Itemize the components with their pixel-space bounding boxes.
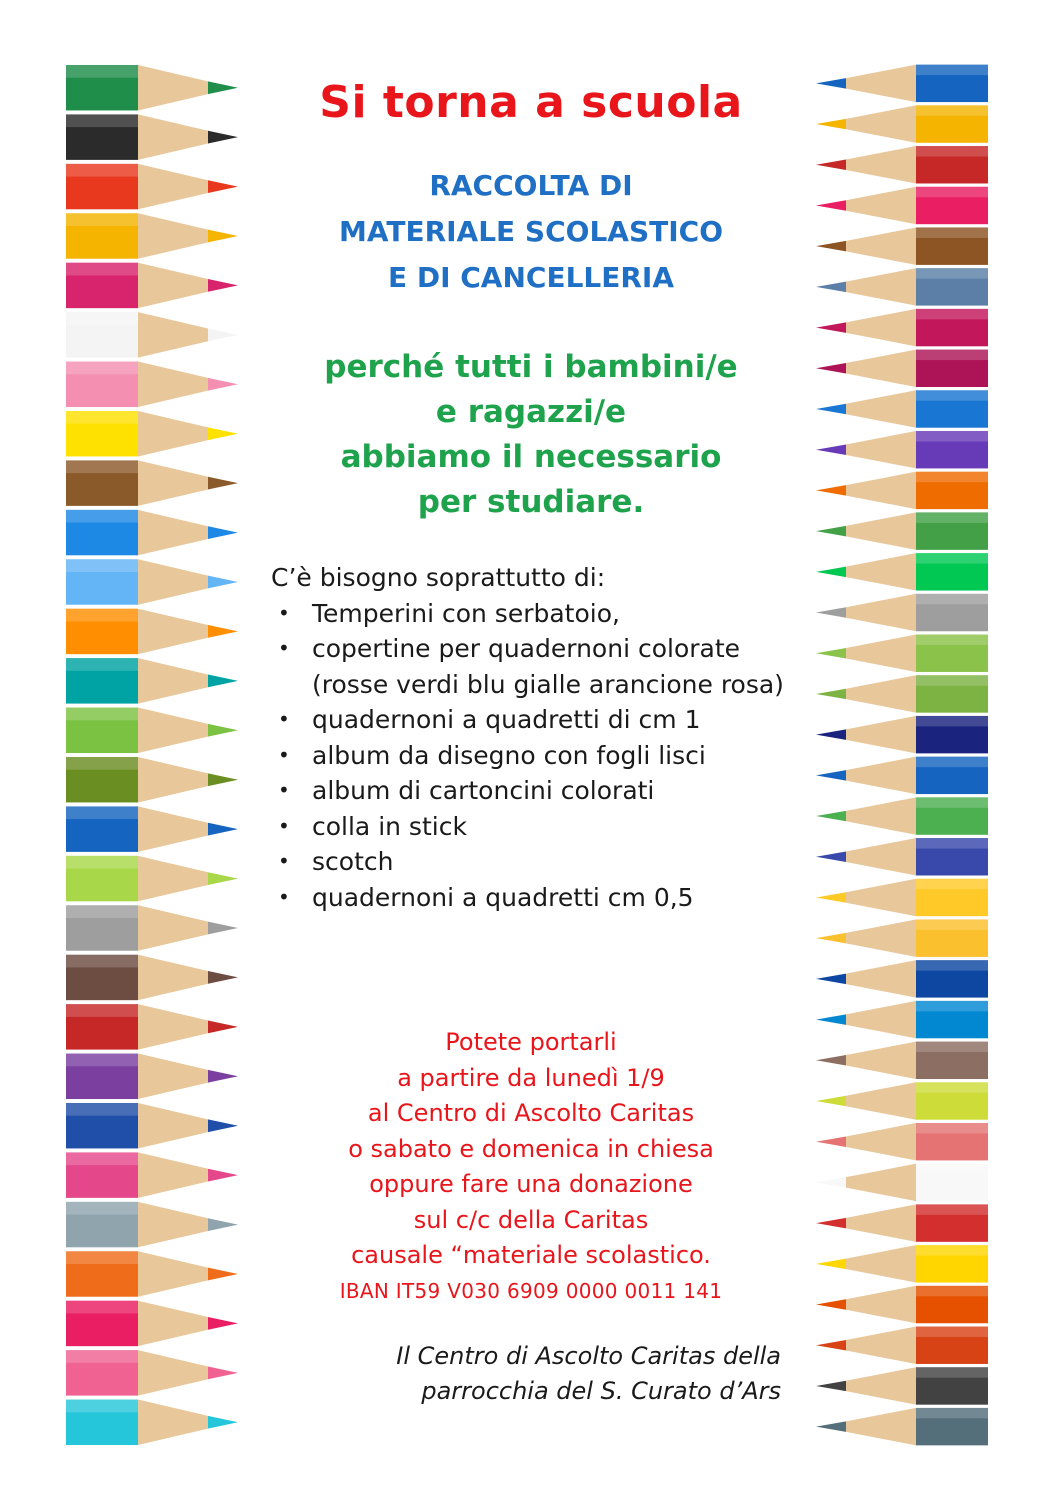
signature-line: Il Centro di Ascolto Caritas della (396, 1342, 781, 1370)
pencil (66, 806, 238, 851)
pencil (816, 390, 988, 427)
pencil (816, 187, 988, 224)
info-line: oppure fare una donazione (369, 1170, 693, 1198)
pencil (816, 635, 988, 672)
pencil (816, 1204, 988, 1241)
pencil (66, 411, 238, 456)
pencil (816, 1082, 988, 1119)
pencil (816, 594, 988, 631)
list-item: • copertine per quadernoni colorate (rosse verdi blu gialle arancione rosa) (312, 631, 791, 702)
pencil (816, 472, 988, 509)
pencil (66, 362, 238, 407)
pencil (66, 1152, 238, 1197)
info-line: causale “materiale scolastico. (351, 1241, 711, 1269)
pencil (816, 1164, 988, 1201)
pencil (66, 1054, 238, 1099)
pencil (66, 312, 238, 357)
subtitle-line: MATERIALE SCOLASTICO (338, 215, 723, 248)
pencil (816, 309, 988, 346)
right-pencils-illustration (778, 63, 988, 1447)
pencil (66, 1103, 238, 1148)
pencil (816, 105, 988, 142)
list-item: • album di cartoncini colorati (312, 773, 791, 809)
left-pencils-illustration (66, 63, 276, 1447)
donation-info (271, 1025, 791, 1309)
pencil (66, 658, 238, 703)
pencil (66, 559, 238, 604)
info-line: sul c/c della Caritas (413, 1205, 649, 1234)
pencil (66, 1301, 238, 1346)
list-item: • quadernoni a quadretti di cm 1 (312, 702, 791, 738)
pencil (816, 1001, 988, 1038)
info-line: a partire da lunedì 1/9 (397, 1063, 665, 1092)
pencil (816, 1042, 988, 1079)
pencil (66, 757, 238, 802)
list-item: • scotch (312, 844, 791, 880)
pencil (816, 1123, 988, 1160)
right-pencil-border (778, 63, 988, 1447)
pencil (66, 905, 238, 950)
pencil (66, 213, 238, 258)
pencil (66, 65, 238, 110)
pencil (816, 227, 988, 264)
needs-intro: C’è bisogno soprattutto di: (271, 563, 606, 592)
pencil (816, 879, 988, 916)
list-item: • album da disegno con fogli lisci (312, 738, 791, 774)
motto-line: perché tutti i bambini/e (324, 349, 738, 385)
pencil (816, 960, 988, 997)
left-pencil-border (66, 63, 276, 1447)
pencil (816, 553, 988, 590)
subtitle-line: RACCOLTA DI (429, 169, 633, 202)
signature (271, 1339, 781, 1409)
pencil (816, 65, 988, 102)
pencil (66, 1350, 238, 1395)
needs-section (271, 560, 791, 915)
pencil (816, 919, 988, 956)
subtitle-line: E DI CANCELLERIA (387, 261, 675, 294)
pencil (66, 510, 238, 555)
pencil (816, 512, 988, 549)
pencil (66, 460, 238, 505)
pencil (66, 263, 238, 308)
pencil (66, 609, 238, 654)
flyer-content (271, 63, 791, 1447)
pencil (66, 708, 238, 753)
motto-line: abbiamo il necessario (340, 439, 722, 475)
pencil (66, 955, 238, 1000)
pencil (816, 838, 988, 875)
pencil (816, 675, 988, 712)
collection-subtitle (271, 163, 791, 301)
list-item: • colla in stick (312, 809, 791, 845)
pencil (816, 1286, 988, 1323)
motto-line: per studiare. (417, 484, 645, 520)
poster (66, 63, 988, 1447)
pencil (66, 164, 238, 209)
pencil (66, 1400, 238, 1445)
pencil (816, 268, 988, 305)
info-line: al Centro di Ascolto Caritas (367, 1099, 695, 1127)
pencil (816, 1408, 988, 1445)
iban-code: IBAN IT59 V030 6909 0000 0011 141 (339, 1278, 723, 1303)
pencil (816, 350, 988, 387)
signature-line: parrocchia del S. Curato d’Ars (421, 1377, 781, 1405)
pencil (816, 146, 988, 183)
motto (271, 345, 791, 525)
info-line: Potete portarli (445, 1028, 617, 1056)
pencil (816, 757, 988, 794)
info-line: o sabato e domenica in chiesa (348, 1134, 714, 1163)
pencil (816, 1367, 988, 1404)
pencil (816, 431, 988, 468)
pencil (66, 856, 238, 901)
pencil (66, 1251, 238, 1296)
pencil (816, 797, 988, 834)
list-item: • quadernoni a quadretti cm 0,5 (312, 880, 791, 916)
pencil (66, 1004, 238, 1049)
pencil (816, 1327, 988, 1364)
needs-list (271, 596, 791, 916)
pencil (66, 114, 238, 159)
pencil (816, 1245, 988, 1282)
list-item: • Temperini con serbatoio, (312, 596, 791, 632)
pencil (816, 716, 988, 753)
pencil (66, 1202, 238, 1247)
motto-line: e ragazzi/e (435, 394, 627, 430)
flyer-title: Si torna a scuola (319, 77, 743, 128)
